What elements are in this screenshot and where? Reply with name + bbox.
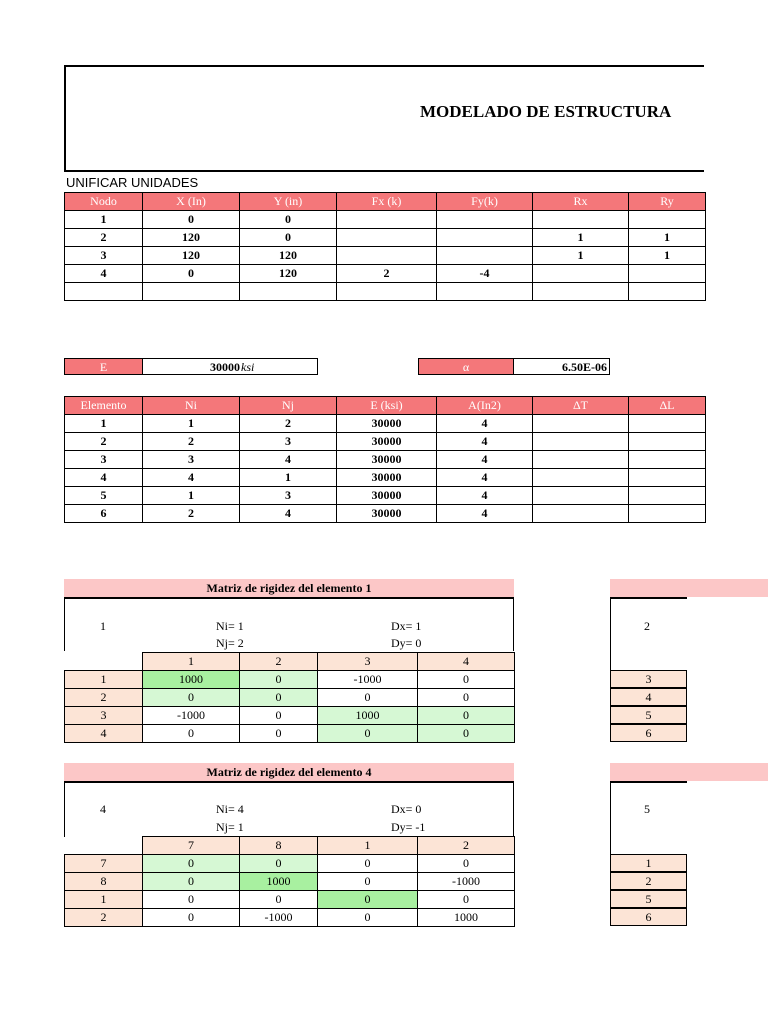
cell[interactable]: 0 [143, 265, 240, 283]
col-header: Fy(k) [437, 193, 533, 211]
table-row [65, 415, 706, 433]
matrix-cell[interactable]: 0 [418, 689, 515, 707]
cell[interactable] [629, 487, 706, 505]
col-header: X (In) [143, 193, 240, 211]
cell[interactable]: 0 [240, 211, 337, 229]
matrix-cell[interactable]: 0 [418, 855, 515, 873]
unify-units-label: UNIFICAR UNIDADES [66, 175, 199, 190]
cell[interactable]: 30000 [337, 505, 437, 523]
cell[interactable]: 4 [65, 265, 143, 283]
col-header: Ni [143, 397, 240, 415]
cell[interactable]: 30000 [337, 487, 437, 505]
matrix2-row-label: 3 [610, 670, 687, 688]
matrix1-dy: Dy= 0 [391, 636, 422, 650]
nodes-table [64, 192, 706, 301]
cell[interactable]: 0 [143, 211, 240, 229]
e-field[interactable] [142, 358, 318, 375]
cell[interactable]: 30000 [337, 469, 437, 487]
matrix-row [65, 891, 515, 909]
row-label: 2 [65, 909, 143, 927]
cell[interactable]: 4 [143, 469, 240, 487]
table-row [65, 265, 706, 283]
matrix-cell[interactable]: 0 [240, 707, 318, 725]
col-header: Rx [533, 193, 629, 211]
matrix-cell[interactable]: 0 [143, 725, 240, 743]
cell[interactable]: 30000 [337, 451, 437, 469]
cell[interactable]: 120 [143, 247, 240, 265]
matrix-cell[interactable]: 0 [240, 671, 318, 689]
cell[interactable] [533, 283, 629, 301]
cell[interactable]: 4 [437, 505, 533, 523]
cell[interactable]: 2 [65, 433, 143, 451]
row-label: 4 [65, 725, 143, 743]
cell[interactable]: 4 [437, 469, 533, 487]
cell[interactable]: 4 [437, 487, 533, 505]
matrix-row [65, 855, 515, 873]
matrix1-col-labels [65, 653, 515, 671]
cell[interactable]: 1 [143, 487, 240, 505]
cell[interactable] [533, 433, 629, 451]
matrix4-table [64, 836, 515, 927]
cell[interactable]: 3 [143, 451, 240, 469]
matrix5-band [610, 763, 768, 781]
cell[interactable] [337, 247, 437, 265]
matrix-cell[interactable]: 0 [318, 689, 418, 707]
matrix5-row-label: 2 [610, 872, 687, 890]
matrix-cell[interactable]: 0 [240, 689, 318, 707]
cell[interactable]: 2 [240, 415, 337, 433]
cell[interactable]: 5 [65, 487, 143, 505]
cell[interactable] [629, 469, 706, 487]
table-row [65, 451, 706, 469]
cell[interactable]: 30000 [337, 433, 437, 451]
cell[interactable]: 4 [240, 505, 337, 523]
cell[interactable]: 120 [240, 265, 337, 283]
alpha-label: α [418, 358, 514, 375]
cell[interactable]: 1 [65, 415, 143, 433]
matrix5-row-label: 6 [610, 908, 687, 926]
cell[interactable]: 1 [533, 229, 629, 247]
matrix2-id: 2 [644, 619, 650, 633]
cell[interactable]: 4 [65, 469, 143, 487]
row-label: 2 [65, 689, 143, 707]
matrix-cell[interactable]: -1000 [143, 707, 240, 725]
matrix4-id: 4 [100, 802, 106, 816]
cell[interactable] [629, 433, 706, 451]
cell[interactable]: 3 [65, 247, 143, 265]
matrix-cell[interactable]: 0 [240, 725, 318, 743]
matrix4-col-labels [65, 837, 515, 855]
cell[interactable] [337, 211, 437, 229]
cell[interactable] [533, 469, 629, 487]
row-label: 1 [65, 891, 143, 909]
row-label: 8 [65, 873, 143, 891]
col-header: Elemento [65, 397, 143, 415]
blank-cell [65, 653, 143, 671]
matrix-cell[interactable]: 1000 [240, 873, 318, 891]
matrix1-ni: Ni= 1 [216, 619, 244, 633]
col-header: Ry [629, 193, 706, 211]
cell[interactable] [437, 247, 533, 265]
col-label: 4 [418, 653, 515, 671]
matrix-cell[interactable]: 0 [318, 873, 418, 891]
cell[interactable] [629, 211, 706, 229]
cell[interactable] [437, 229, 533, 247]
matrix2-row-label: 5 [610, 706, 687, 724]
col-header: ΔT [533, 397, 629, 415]
cell[interactable]: -4 [437, 265, 533, 283]
cell[interactable] [437, 211, 533, 229]
col-label: 1 [143, 653, 240, 671]
cell[interactable] [65, 283, 143, 301]
col-label: 1 [318, 837, 418, 855]
cell[interactable]: 2 [337, 265, 437, 283]
cell[interactable]: 1 [143, 415, 240, 433]
cell[interactable] [533, 451, 629, 469]
col-label: 7 [143, 837, 240, 855]
matrix-row [65, 707, 515, 725]
cell[interactable]: 2 [143, 505, 240, 523]
cell[interactable]: 3 [65, 451, 143, 469]
cell[interactable]: 1 [629, 229, 706, 247]
table-row [65, 247, 706, 265]
matrix-cell[interactable]: -1000 [418, 873, 515, 891]
matrix5-row-label: 5 [610, 890, 687, 908]
matrix1-dx: Dx= 1 [391, 619, 422, 633]
matrix-cell[interactable]: 0 [318, 725, 418, 743]
cell[interactable] [629, 265, 706, 283]
cell[interactable]: 2 [143, 433, 240, 451]
elements-table [64, 396, 706, 523]
cell[interactable]: 1 [629, 247, 706, 265]
col-label: 8 [240, 837, 318, 855]
matrix-cell[interactable]: 0 [418, 707, 515, 725]
col-header: Y (in) [240, 193, 337, 211]
matrix-row [65, 689, 515, 707]
e-label: E [64, 358, 143, 375]
matrix-cell[interactable]: 0 [143, 855, 240, 873]
blank-cell [65, 837, 143, 855]
matrix4-title: Matriz de rigidez del elemento 4 [64, 763, 514, 781]
cell[interactable]: 4 [437, 451, 533, 469]
col-header: E (ksi) [337, 397, 437, 415]
matrix5-id: 5 [644, 802, 650, 816]
cell[interactable] [533, 415, 629, 433]
col-label: 2 [418, 837, 515, 855]
col-header: A(In2) [437, 397, 533, 415]
cell[interactable]: 3 [240, 487, 337, 505]
cell[interactable] [629, 505, 706, 523]
cell[interactable] [533, 211, 629, 229]
cell[interactable] [337, 283, 437, 301]
matrix5-row-label: 1 [610, 854, 687, 872]
table-row [65, 505, 706, 523]
cell[interactable] [533, 265, 629, 283]
row-label: 7 [65, 855, 143, 873]
matrix-row [65, 873, 515, 891]
e-value: 30000 [210, 360, 240, 374]
col-header: Fx (k) [337, 193, 437, 211]
cell[interactable]: 6 [65, 505, 143, 523]
col-header: ΔL [629, 397, 706, 415]
matrix1-title: Matriz de rigidez del elemento 1 [64, 579, 514, 597]
elements-header-row [65, 397, 706, 415]
cell[interactable] [143, 283, 240, 301]
matrix-cell[interactable]: 0 [418, 671, 515, 689]
matrix1-info-box [64, 597, 514, 651]
matrix-cell[interactable]: 0 [318, 891, 418, 909]
matrix-cell[interactable]: 0 [240, 855, 318, 873]
matrix-cell[interactable]: 0 [143, 689, 240, 707]
row-label: 1 [65, 671, 143, 689]
matrix-cell[interactable]: 0 [143, 891, 240, 909]
nodes-header-row [65, 193, 706, 211]
cell[interactable] [629, 415, 706, 433]
cell[interactable] [337, 229, 437, 247]
page-title: MODELADO DE ESTRUCTURA [420, 102, 672, 121]
matrix5-info-box [610, 781, 687, 854]
cell[interactable] [240, 283, 337, 301]
cell[interactable]: 2 [65, 229, 143, 247]
matrix4-nj: Nj= 1 [216, 820, 244, 834]
row-label: 3 [65, 707, 143, 725]
matrix1-id: 1 [100, 619, 106, 633]
matrix-cell[interactable]: 0 [240, 891, 318, 909]
table-row [65, 211, 706, 229]
col-label: 3 [318, 653, 418, 671]
matrix-cell[interactable]: 0 [143, 873, 240, 891]
alpha-value[interactable]: 6.50E-06 [513, 358, 610, 375]
matrix-row [65, 909, 515, 927]
table-row [65, 487, 706, 505]
matrix2-row-label: 4 [610, 688, 687, 706]
cell[interactable]: 4 [437, 433, 533, 451]
matrix-cell[interactable]: 0 [418, 891, 515, 909]
cell[interactable] [629, 451, 706, 469]
matrix-cell[interactable]: -1000 [318, 671, 418, 689]
matrix-cell[interactable]: 0 [318, 855, 418, 873]
matrix-cell[interactable]: 1000 [418, 909, 515, 927]
cell[interactable]: 30000 [337, 415, 437, 433]
cell[interactable]: 3 [240, 433, 337, 451]
cell[interactable] [533, 487, 629, 505]
table-row [65, 469, 706, 487]
e-unit: ksi [241, 360, 255, 374]
matrix2-row-label: 6 [610, 724, 687, 742]
cell[interactable]: 120 [240, 247, 337, 265]
cell[interactable]: 4 [437, 415, 533, 433]
cell[interactable]: 0 [240, 229, 337, 247]
matrix-cell[interactable]: 1000 [318, 707, 418, 725]
table-row [65, 229, 706, 247]
cell[interactable] [533, 505, 629, 523]
matrix-cell[interactable]: 0 [418, 725, 515, 743]
cell[interactable]: 1 [65, 211, 143, 229]
cell[interactable]: 1 [240, 469, 337, 487]
cell[interactable]: 4 [240, 451, 337, 469]
matrix4-info-box [64, 781, 514, 837]
matrix4-dx: Dx= 0 [391, 802, 422, 816]
matrix4-ni: Ni= 4 [216, 802, 244, 816]
matrix1-nj: Nj= 2 [216, 636, 244, 650]
matrix1-table [64, 652, 515, 743]
matrix-cell[interactable]: 1000 [143, 671, 240, 689]
cell[interactable] [629, 283, 706, 301]
matrix-cell[interactable]: 0 [143, 909, 240, 927]
col-label: 2 [240, 653, 318, 671]
matrix-row [65, 725, 515, 743]
col-header: Nj [240, 397, 337, 415]
matrix-cell[interactable]: 0 [318, 909, 418, 927]
matrix-cell[interactable]: -1000 [240, 909, 318, 927]
matrix4-dy: Dy= -1 [391, 820, 426, 834]
table-row [65, 433, 706, 451]
cell[interactable]: 120 [143, 229, 240, 247]
matrix2-band [610, 579, 768, 597]
cell[interactable]: 1 [533, 247, 629, 265]
matrix-row [65, 671, 515, 689]
col-header: Nodo [65, 193, 143, 211]
cell[interactable] [437, 283, 533, 301]
table-row [65, 283, 706, 301]
